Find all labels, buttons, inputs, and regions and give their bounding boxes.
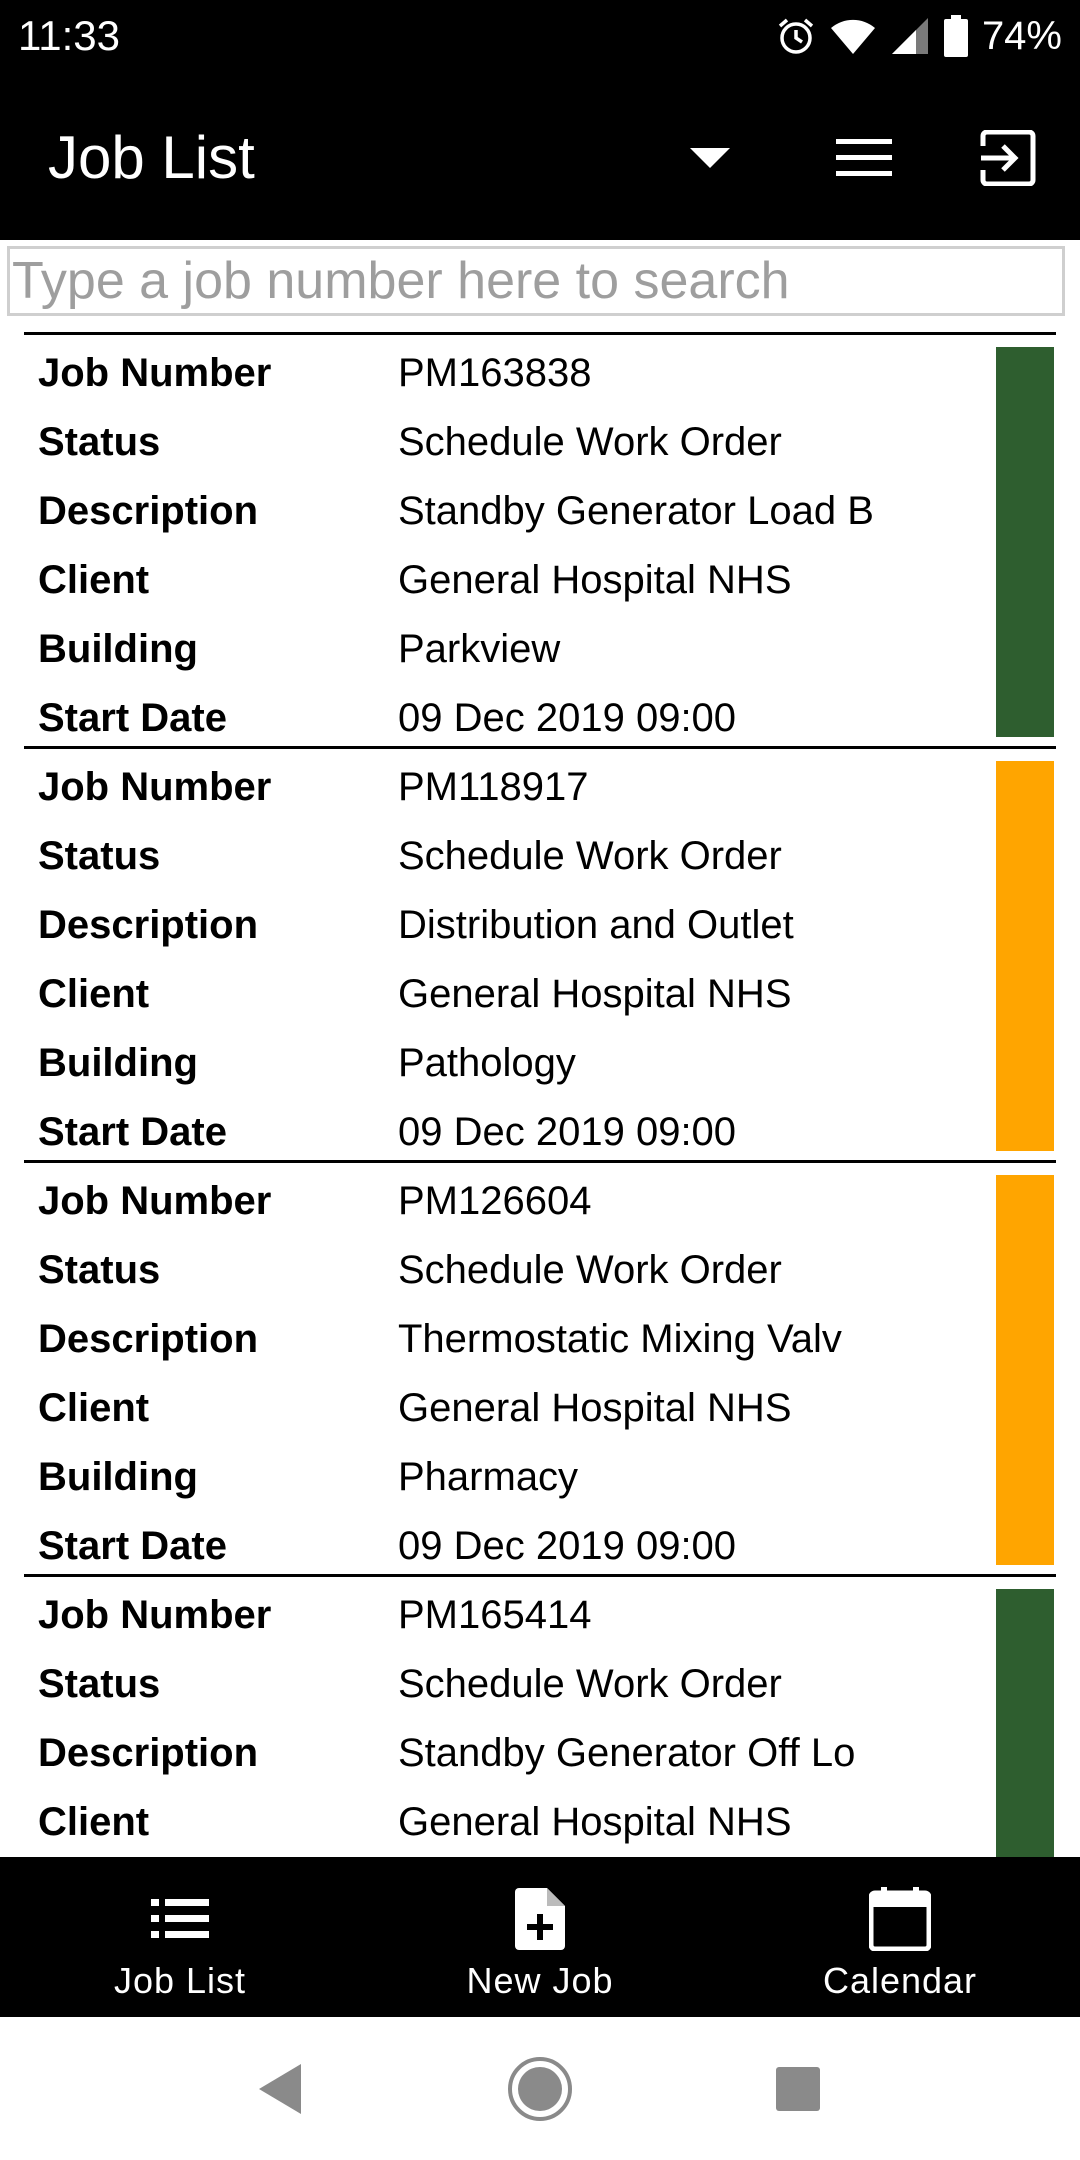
description-row <box>24 477 984 546</box>
description-value: Distribution and Outlet <box>398 903 794 947</box>
start-date-value: 09 Dec 2019 09:00 <box>398 1110 737 1154</box>
recents-button[interactable] <box>762 2053 834 2125</box>
battery-icon <box>944 15 968 57</box>
logout-icon <box>979 130 1037 186</box>
nav-calendar[interactable] <box>750 1857 1050 2017</box>
description-label: Description <box>38 1317 259 1361</box>
page-title: Job List <box>48 124 255 191</box>
priority-indicator <box>996 1175 1054 1565</box>
priority-indicator <box>996 1589 1054 1857</box>
description-value: Standby Generator Off Lo <box>398 1731 856 1775</box>
building-row <box>24 1443 984 1512</box>
status-label: Status <box>38 1662 161 1706</box>
start-date-row <box>24 684 984 753</box>
job-number-row <box>24 753 984 822</box>
start-date-row <box>24 1098 984 1167</box>
description-row <box>24 1719 984 1788</box>
status-icons <box>776 10 1062 62</box>
start-date-value: 09 Dec 2019 09:00 <box>398 696 737 740</box>
status-value: Schedule Work Order <box>398 420 782 464</box>
job-card[interactable] <box>24 332 1056 746</box>
nav-label: Job List <box>113 1960 247 2001</box>
back-icon <box>255 2062 305 2116</box>
job-number-row <box>24 339 984 408</box>
status-value: Schedule Work Order <box>398 1662 782 1706</box>
description-label: Description <box>38 903 259 947</box>
description-row <box>24 891 984 960</box>
job-number-label: Job Number <box>38 1179 272 1223</box>
job-number-row <box>24 1581 984 1650</box>
job-card[interactable] <box>24 1574 1056 1857</box>
building-label: Building <box>38 1455 198 1499</box>
hamburger-menu-icon <box>836 137 892 179</box>
calendar-icon <box>869 1885 931 1953</box>
description-value: Thermostatic Mixing Valv <box>398 1317 842 1361</box>
description-label: Description <box>38 489 259 533</box>
status-label: Status <box>38 834 161 878</box>
alarm-icon <box>776 16 816 56</box>
job-number-label: Job Number <box>38 765 272 809</box>
description-label: Description <box>38 1731 259 1775</box>
dropdown-arrow-icon <box>688 146 732 170</box>
wifi-icon <box>830 16 876 56</box>
list-icon <box>151 1885 209 1953</box>
priority-indicator <box>996 347 1054 737</box>
nav-label: New Job <box>466 1960 614 2001</box>
status-label: Status <box>38 1248 161 1292</box>
priority-indicator <box>996 761 1054 1151</box>
client-row <box>24 1374 984 1443</box>
job-number-value: PM165414 <box>398 1593 592 1637</box>
status-value: Schedule Work Order <box>398 834 782 878</box>
status-row <box>24 1236 984 1305</box>
home-icon <box>506 2055 574 2123</box>
status-row <box>24 1650 984 1719</box>
system-nav <box>0 2017 1080 2160</box>
job-number-value: PM118917 <box>398 765 589 809</box>
building-label: Building <box>38 627 198 671</box>
client-label: Client <box>38 558 150 602</box>
client-value: General Hospital NHS <box>398 972 792 1016</box>
back-button[interactable] <box>244 2053 316 2125</box>
client-value: General Hospital NHS <box>398 1800 792 1844</box>
building-label: Building <box>38 1041 198 1085</box>
signal-icon <box>890 16 930 56</box>
client-label: Client <box>38 1386 150 1430</box>
client-value: General Hospital NHS <box>398 558 792 602</box>
job-number-label: Job Number <box>38 351 272 395</box>
status-row <box>24 408 984 477</box>
status-value: Schedule Work Order <box>398 1248 782 1292</box>
status-bar <box>0 0 1080 72</box>
job-number-value: PM126604 <box>398 1179 592 1223</box>
nav-job-list[interactable] <box>30 1857 330 2017</box>
home-button[interactable] <box>504 2053 576 2125</box>
start-date-value: 09 Dec 2019 09:00 <box>398 1524 737 1568</box>
client-value: General Hospital NHS <box>398 1386 792 1430</box>
status-label: Status <box>38 420 161 464</box>
building-value: Pharmacy <box>398 1455 579 1499</box>
job-card[interactable] <box>24 746 1056 1160</box>
start-date-label: Start Date <box>38 1524 227 1568</box>
nav-label: Calendar <box>822 1960 978 2001</box>
battery-percent: 74% <box>981 14 1062 58</box>
description-value: Standby Generator Load B <box>398 489 874 533</box>
job-number-row <box>24 1167 984 1236</box>
new-document-icon <box>515 1885 565 1953</box>
building-value: Parkview <box>398 627 561 671</box>
menu-button[interactable] <box>822 116 906 200</box>
building-row <box>24 1029 984 1098</box>
building-row <box>24 615 984 684</box>
client-row <box>24 546 984 615</box>
bottom-nav <box>0 1857 1080 2017</box>
logout-button[interactable] <box>966 116 1050 200</box>
search-input[interactable] <box>7 246 1065 316</box>
job-number-label: Job Number <box>38 1593 272 1637</box>
description-row <box>24 1305 984 1374</box>
client-row <box>24 960 984 1029</box>
dropdown-button[interactable] <box>668 116 752 200</box>
recents-icon <box>774 2065 822 2113</box>
client-label: Client <box>38 972 150 1016</box>
client-row <box>24 1788 984 1857</box>
job-card[interactable] <box>24 1160 1056 1574</box>
client-label: Client <box>38 1800 150 1844</box>
job-number-value: PM163838 <box>398 351 592 395</box>
start-date-row <box>24 1512 984 1581</box>
status-time: 11:33 <box>18 12 120 59</box>
app-bar <box>0 72 1080 240</box>
nav-new-job[interactable] <box>390 1857 690 2017</box>
start-date-label: Start Date <box>38 696 227 740</box>
building-value: Pathology <box>398 1041 576 1085</box>
job-list[interactable] <box>24 332 1056 1857</box>
status-row <box>24 822 984 891</box>
start-date-label: Start Date <box>38 1110 227 1154</box>
